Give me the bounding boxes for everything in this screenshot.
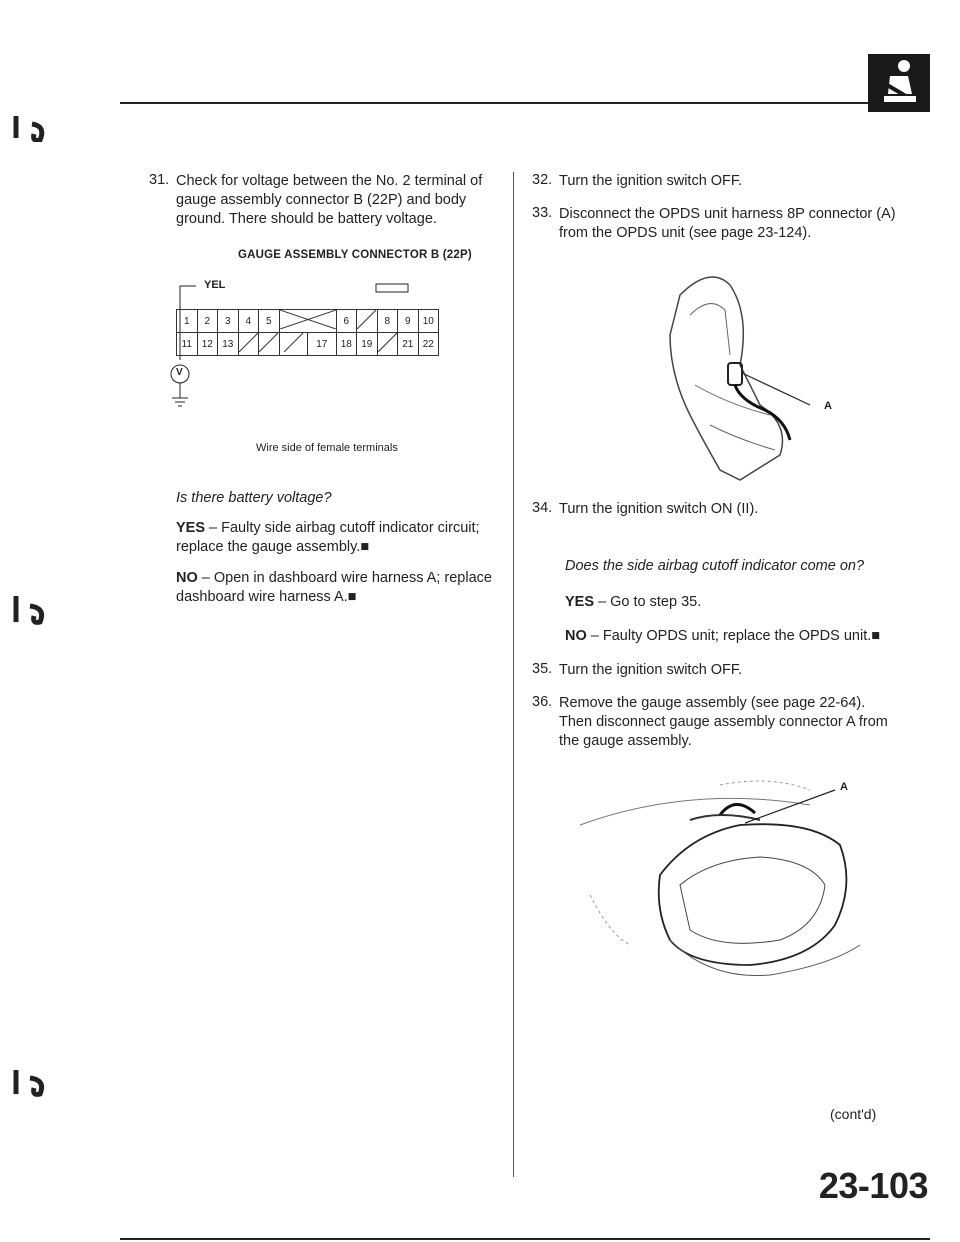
- left-no-result: NO – Open in dashboard wire harness A; replace dashboard wire harness A.■: [176, 570, 492, 605]
- terminal: 3: [218, 310, 239, 333]
- step-36-number: 36.: [532, 694, 553, 710]
- wire-color-label: YEL: [204, 279, 226, 291]
- step-35-number: 35.: [532, 661, 553, 677]
- step-35-text: Turn the ignition switch OFF.: [559, 662, 743, 678]
- terminal: 10: [418, 310, 439, 333]
- seat-illustration: [640, 255, 860, 490]
- seat-belt-airbag-icon: [868, 54, 930, 112]
- yes-label: YES: [565, 594, 595, 610]
- step-33-text: Disconnect the OPDS unit harness 8P connector (A) from the OPDS unit (see page 23-124).: [559, 206, 896, 241]
- terminal: 12: [197, 333, 218, 356]
- header-rule: [120, 102, 930, 104]
- terminal-row-1: [177, 310, 439, 333]
- step-34-number: 34.: [532, 500, 553, 516]
- terminal: 8: [377, 310, 398, 333]
- right-question: Does the side airbag cutoff indicator come on?: [565, 558, 865, 574]
- terminal: 22: [418, 333, 439, 356]
- binder-mark-bottom: [12, 1066, 52, 1103]
- yes-label: YES: [176, 520, 206, 536]
- binder-mark-top: [12, 112, 52, 147]
- voltmeter-symbol: V: [176, 367, 183, 378]
- terminal: 1: [177, 310, 198, 333]
- footer-rule: [120, 1238, 930, 1240]
- terminal-blank: [279, 333, 308, 356]
- terminal-row-2: [177, 333, 439, 356]
- terminal: 6: [336, 310, 357, 333]
- terminal-blank: [377, 333, 398, 356]
- step-33-number: 33.: [532, 205, 553, 221]
- terminal: 21: [398, 333, 419, 356]
- terminal: 2: [197, 310, 218, 333]
- terminal: 9: [398, 310, 419, 333]
- binder-mark-middle: [12, 592, 52, 631]
- seat-callout-label: A: [824, 400, 832, 412]
- terminal-blank: [279, 310, 336, 333]
- terminal-blank: [357, 310, 378, 333]
- step-31-text: Check for voltage between the No. 2 terminal of gauge assembly connector B (22P) and body ground. There should be battery voltage.: [176, 173, 483, 227]
- terminal-blank: [259, 333, 280, 356]
- left-yes-result: YES – Faulty side airbag cutoff indicator circuit; replace the gauge assembly.■: [176, 520, 480, 555]
- gauge-assembly-illustration: [570, 765, 890, 1005]
- left-question: Is there battery voltage?: [176, 490, 332, 506]
- step-31-number: 31.: [149, 172, 170, 188]
- terminal: 5: [259, 310, 280, 333]
- right-no-result: NO – Faulty OPDS unit; replace the OPDS unit.■: [565, 628, 881, 644]
- step-32-text: Turn the ignition switch OFF.: [559, 173, 743, 189]
- step-36-text: Remove the gauge assembly (see page 22-64). Then disconnect gauge assembly connector A from the gauge assembly.: [559, 695, 888, 749]
- connector-title: GAUGE ASSEMBLY CONNECTOR B (22P): [238, 249, 472, 261]
- terminal-blank: [238, 333, 259, 356]
- column-divider: [513, 172, 514, 1177]
- page-number: 23-103: [818, 1165, 928, 1206]
- no-label: NO: [565, 628, 587, 644]
- connector-terminal-table: [176, 309, 439, 356]
- terminal: 4: [238, 310, 259, 333]
- terminal-17-cell: 17: [308, 333, 337, 356]
- terminal: 13: [218, 333, 239, 356]
- connector-note: Wire side of female terminals: [256, 442, 398, 454]
- continued-note: (cont'd): [830, 1106, 877, 1122]
- terminal: 11: [177, 333, 198, 356]
- gauge-callout-label: A: [840, 781, 848, 793]
- terminal: 19: [357, 333, 378, 356]
- step-34-text: Turn the ignition switch ON (II).: [559, 501, 759, 517]
- right-yes-result: YES – Go to step 35.: [565, 594, 702, 610]
- no-label: NO: [176, 570, 198, 586]
- step-32-number: 32.: [532, 172, 553, 188]
- terminal: 18: [336, 333, 357, 356]
